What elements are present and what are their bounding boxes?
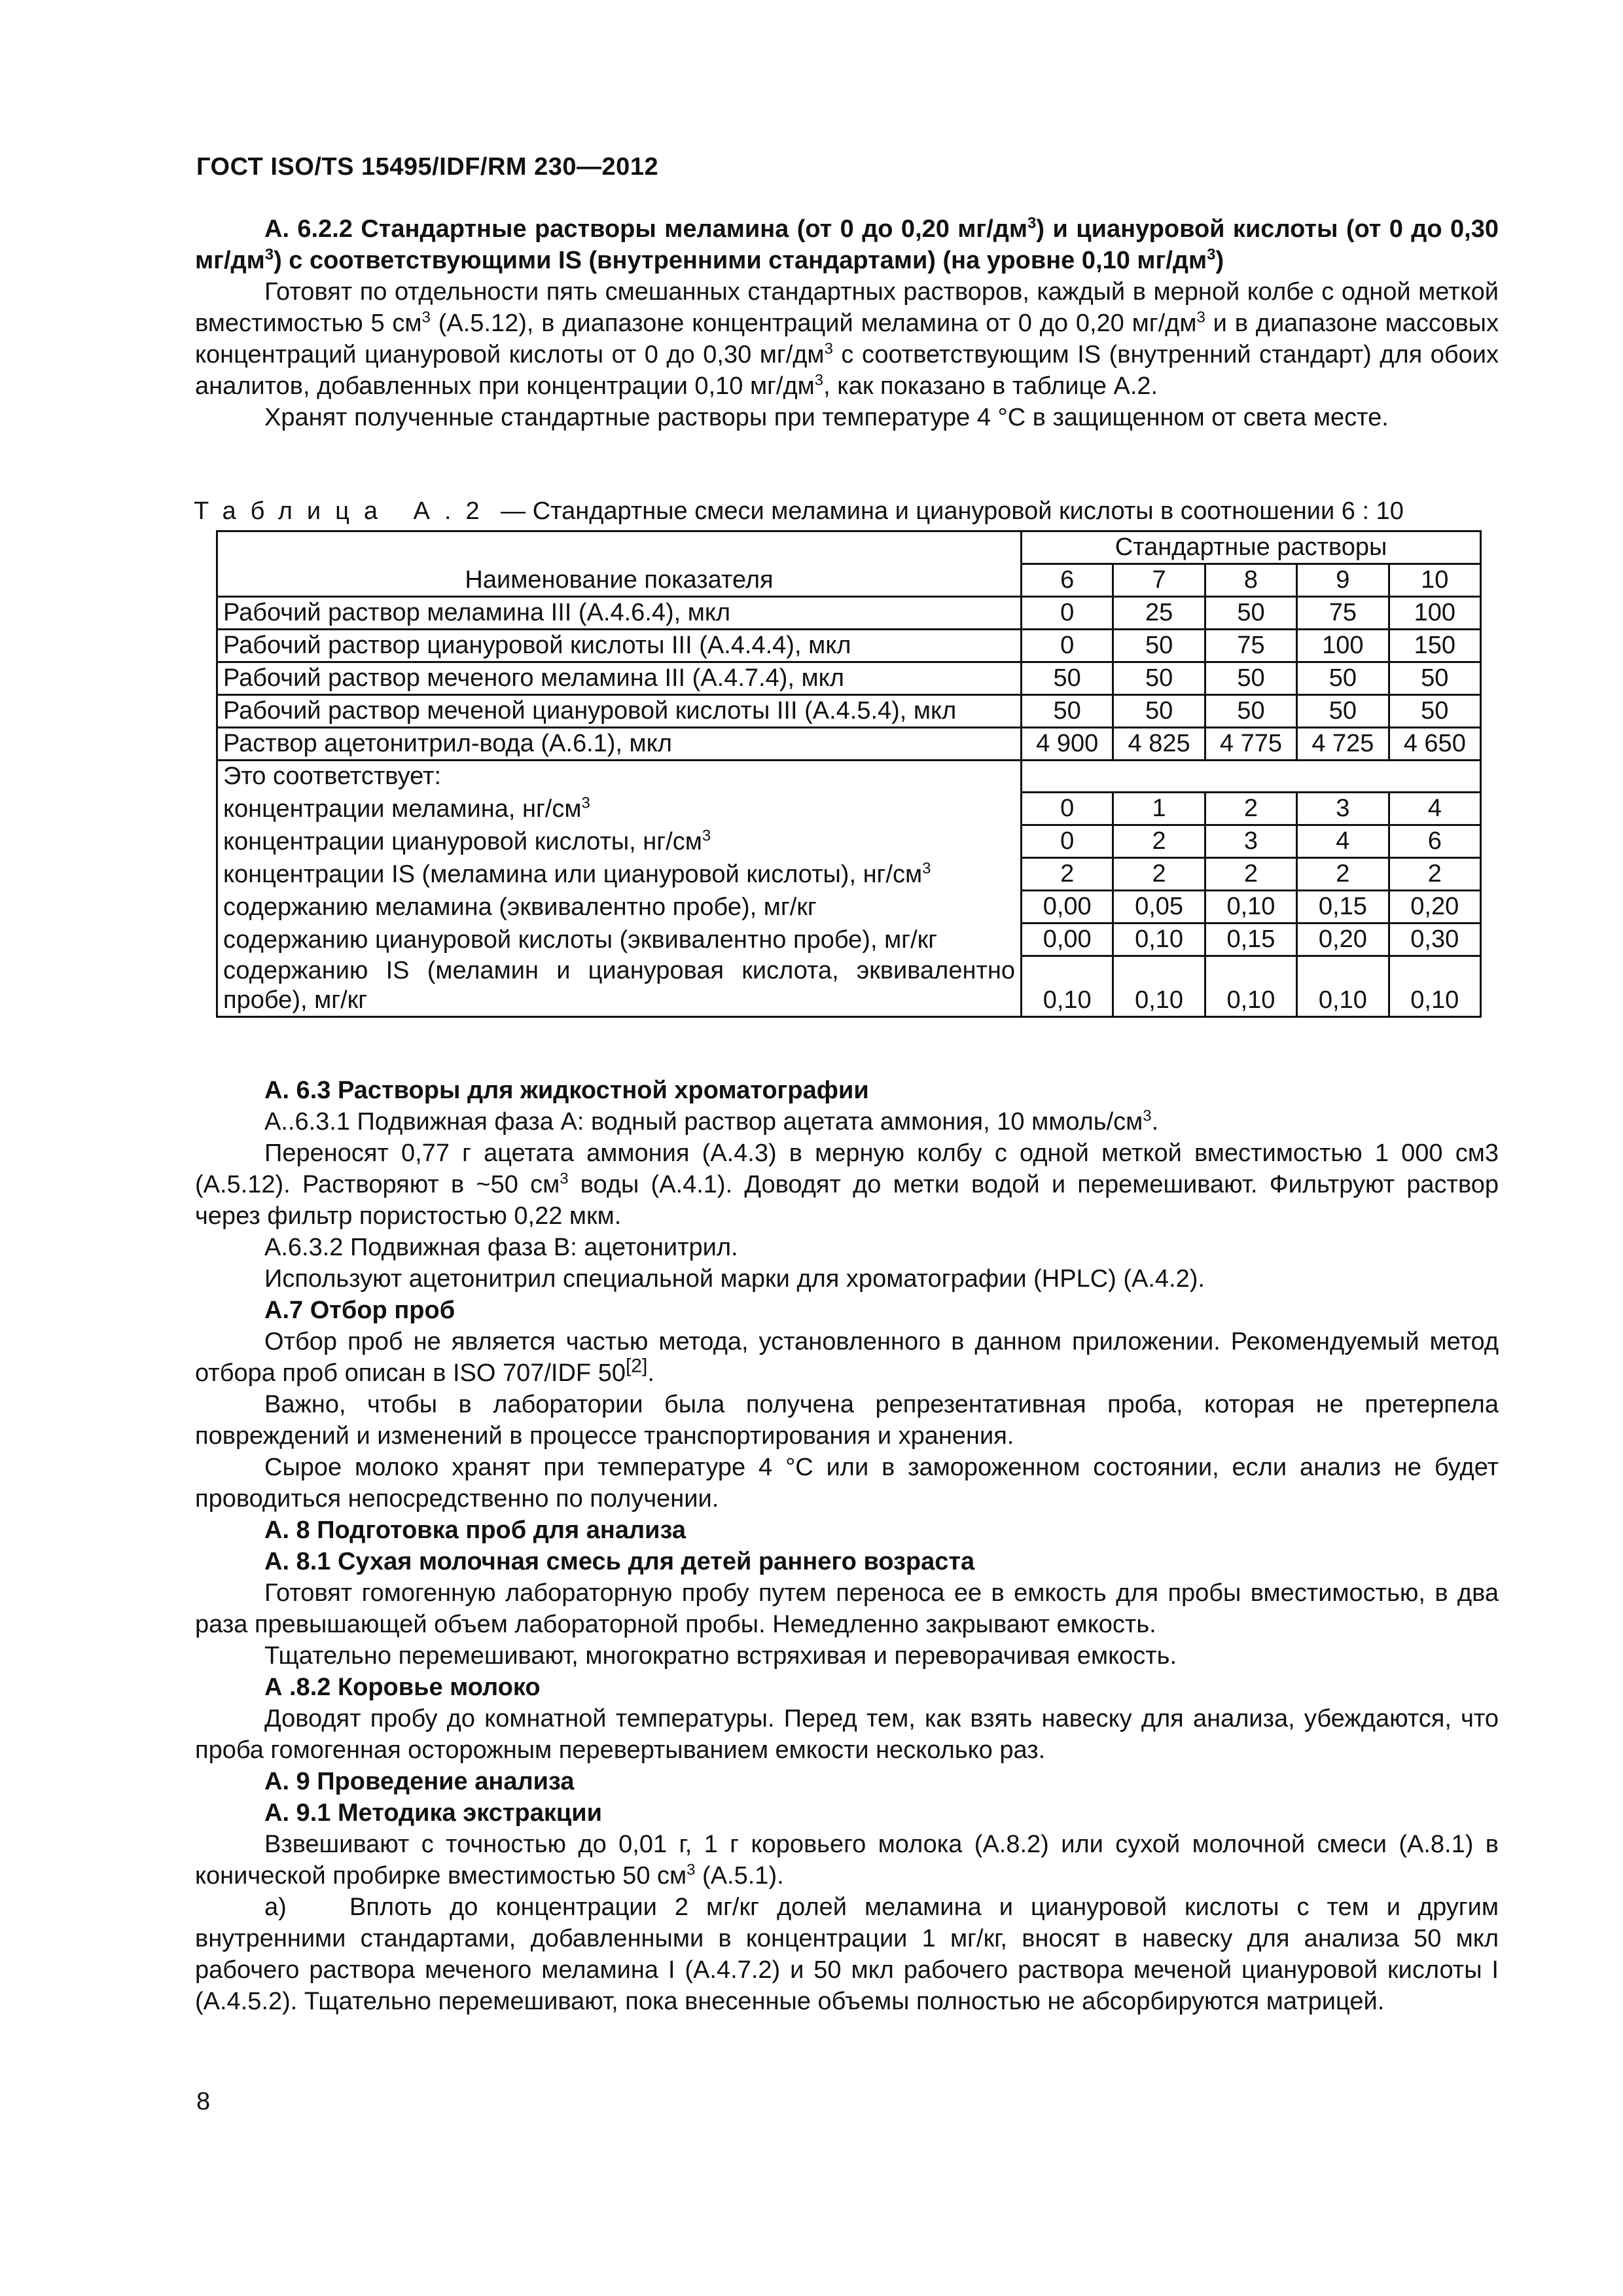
- table-cell: 4 775: [1205, 728, 1296, 761]
- table-cell: 50: [1297, 695, 1389, 728]
- row-label-text: содержанию меламина (эквивалентно пробе), мг/кг: [223, 893, 817, 921]
- paragraph: Отбор проб не является частью метода, установленного в данном приложении. Рекомендуемый метод отбора проб описан в ISO 707/IDF 50[2].: [195, 1328, 1499, 1387]
- table-cell: 0,10: [1389, 956, 1480, 1017]
- reference-link[interactable]: [2]: [625, 1355, 648, 1377]
- row-label: [217, 956, 1022, 1017]
- table-cell: 0: [1022, 825, 1113, 857]
- row-label-text: концентрации циануровой кислоты, нг/см: [223, 828, 702, 855]
- table-row: [217, 630, 1481, 662]
- paragraph: А.6.3.2 Подвижная фаза В: ацетонитрил.: [264, 1234, 738, 1261]
- table-cell: 50: [1205, 662, 1296, 695]
- paragraph: Готовят гомогенную лабораторную пробу путем переноса ее в емкость для пробы вместимостью, в два раза превышающей объем лабораторной пробы. Немедленно закрывают емкость.: [195, 1579, 1499, 1638]
- table-cell: 50: [1113, 662, 1205, 695]
- table-cell: 2: [1113, 825, 1205, 857]
- table-row: [217, 728, 1481, 761]
- table-row: [217, 792, 1481, 825]
- table-cell: 2: [1022, 857, 1113, 890]
- table-row: [217, 956, 1481, 1017]
- table-cell: [1389, 761, 1480, 793]
- col-header-group: Стандартные растворы: [1022, 531, 1481, 564]
- table-cell: 150: [1389, 630, 1480, 662]
- table-cell: 2: [1113, 857, 1205, 890]
- table-cell: 50: [1205, 597, 1296, 630]
- standards-table: [216, 530, 1482, 1018]
- row-label: Раствор ацетонитрил-вода (А.6.1), мкл: [217, 728, 1022, 761]
- col-header: 6: [1022, 564, 1113, 597]
- superscript: 3: [922, 859, 931, 878]
- page-number: 8: [196, 2088, 211, 2115]
- row-label: Рабочий раствор циануровой кислоты III (А.4.4.4), мкл: [217, 630, 1022, 662]
- section-a622: [195, 213, 1499, 433]
- paragraph: Важно, чтобы в лаборатории была получена репрезентативная проба, которая не претерпела повреждений и изменений в процессе транспортирования и хранения.: [195, 1391, 1499, 1450]
- table-cell: 2: [1205, 857, 1296, 890]
- paragraph: Готовят по отдельности пять смешанных стандартных растворов, каждый в мерной колбе с одной меткой вместимостью 5 $см^3$ (А.5.12), в диапазоне концентраций меламина от 0 до 0,20 $мг/дм^3$ и в диапазоне массовых концентраций циануровой кислоты от 0 до 0,30 $мг/дм^3$ с соответствующим IS (внутренний стандарт) для обоих аналитов, добавленных при концентрации 0,10 $мг/дм^3$, как показано в таблице А.2.: [195, 278, 1499, 400]
- table-cell: 4 900: [1022, 728, 1113, 761]
- table-cell: 0: [1022, 597, 1113, 630]
- table-cell: 0,30: [1389, 923, 1480, 956]
- table-cell: 6: [1389, 825, 1480, 857]
- table-row: [217, 695, 1481, 728]
- table-cell: 3: [1205, 825, 1296, 857]
- table-cell: 50: [1022, 662, 1113, 695]
- paragraph: Взвешивают с точностью до 0,01 г, 1 г коровьего молока (А.8.2) или сухой молочной смеси (А.8.1) в конической пробирке вместимостью 50 $см^3$ (А.5.1).: [195, 1831, 1499, 1890]
- table-header-row: [217, 531, 1481, 564]
- paragraph: Используют ацетонитрил специальной марки для хроматографии (HPLC) (А.4.2).: [264, 1265, 1205, 1293]
- section-heading: А. 6.3 Растворы для жидкостной хроматографии: [264, 1077, 869, 1104]
- section-heading: А. 6.2.2 Стандартные растворы меламина (от 0 до 0,20 $мг/дм^3$) и циануровой кислоты (от 0 до 0,30 $мг/дм^3$) с соответствующими IS (внутренними стандартами) (на уровне 0,10 $мг/дм^3$): [195, 214, 1499, 274]
- row-label: [217, 923, 1022, 956]
- table-cell: 0: [1022, 792, 1113, 825]
- row-label-text: концентрации меламина, нг/см: [223, 795, 582, 823]
- section-heading: А. 8.1 Сухая молочная смесь для детей раннего возраста: [264, 1548, 975, 1575]
- table-cell: 0,00: [1022, 923, 1113, 956]
- table-cell: 4 650: [1389, 728, 1480, 761]
- table-cell: 0,10: [1205, 890, 1296, 923]
- table-cell: 0,10: [1113, 956, 1205, 1017]
- table-cell: 0,10: [1297, 956, 1389, 1017]
- table-row: [217, 761, 1481, 793]
- table-cell: 100: [1389, 597, 1480, 630]
- table-cell: 50: [1205, 695, 1296, 728]
- table-cell: 0,10: [1022, 956, 1113, 1017]
- table-row: [217, 597, 1481, 630]
- table-cell: 50: [1297, 662, 1389, 695]
- table-cell: 25: [1113, 597, 1205, 630]
- table-cell: 50: [1389, 662, 1480, 695]
- section-heading: А.7 Отбор проб: [264, 1297, 455, 1324]
- row-label: Рабочий раствор меченой циануровой кислоты III (А.4.5.4), мкл: [217, 695, 1022, 728]
- col-header: 7: [1113, 564, 1205, 597]
- table-cell: 0,05: [1113, 890, 1205, 923]
- table-row: [217, 890, 1481, 923]
- row-label: [217, 890, 1022, 923]
- row-label: [217, 792, 1022, 825]
- paragraph: Тщательно перемешивают, многократно встряхивая и переворачивая емкость.: [264, 1642, 1177, 1670]
- table-cell: 4: [1297, 825, 1389, 857]
- table-cell: 0,20: [1297, 923, 1389, 956]
- paragraph: Переносят 0,77 г ацетата аммония (А.4.3) в мерную колбу с одной меткой вместимостью 1 000 см3 (А.5.12). Растворяют в ~50 $см^3$ воды (А.4.1). Доводят до метки водой и перемешивают. Фильтруют раствор через фильтр пористостью 0,22 мкм.: [195, 1139, 1499, 1230]
- table-cell: 4 725: [1297, 728, 1389, 761]
- col-header: 9: [1297, 564, 1389, 597]
- table-cell: 50: [1389, 695, 1480, 728]
- section-heading: А. 9 Проведение анализа: [264, 1768, 575, 1795]
- table-cell: 50: [1022, 695, 1113, 728]
- row-label-text: содержанию циануровой кислоты (эквивалентно пробе), мг/кг: [223, 926, 938, 954]
- document-header: ГОСТ ISO/TS 15495/IDF/RM 230—2012: [196, 153, 659, 181]
- table-cell: [1205, 761, 1296, 793]
- row-label: [217, 825, 1022, 857]
- table-cell: 0,15: [1205, 923, 1296, 956]
- table-cell: 50: [1113, 695, 1205, 728]
- superscript: 3: [702, 827, 711, 845]
- list-item: а) Вплоть до концентрации 2 мг/кг долей меламина и циануровой кислоты с тем и другим внутренними стандартами, добавленными в концентрации 1 мг/кг, вносят в навеску для анализа 50 мкл рабочего раствора меченого меламина I (А.4.7.2) и 50 мкл рабочего раствора меченой циануровой кислоты I (А.4.5.2). Тщательно перемешивают, пока внесенные объемы полностью не абсорбируются матрицей.: [195, 1892, 1499, 2017]
- table-cell: 2: [1205, 792, 1296, 825]
- table-cell: 0: [1022, 630, 1113, 662]
- superscript: 3: [581, 794, 590, 812]
- table-caption-label: Таблица А.2: [194, 497, 494, 525]
- table-cell: 1: [1113, 792, 1205, 825]
- table-cell: 75: [1205, 630, 1296, 662]
- table-cell: [1022, 761, 1113, 793]
- paragraph: А..6.3.1 Подвижная фаза А: водный раствор ацетата аммония, 10 ммоль/$см^3$.: [264, 1107, 1159, 1136]
- table-row: [217, 825, 1481, 857]
- paragraph: Доводят пробу до комнатной температуры. Перед тем, как взять навеску для анализа, убеждаются, что проба гомогенная осторожным перевертыванием емкости несколько раз.: [195, 1705, 1499, 1764]
- row-label: Рабочий раствор меламина III (А.4.6.4), мкл: [217, 597, 1022, 630]
- col-header-name: Наименование показателя: [217, 531, 1022, 597]
- table-cell: 0,15: [1297, 890, 1389, 923]
- table-cell: 0,20: [1389, 890, 1480, 923]
- section-heading: А .8.2 Коровье молоко: [264, 1674, 541, 1701]
- table-cell: 0,10: [1113, 923, 1205, 956]
- row-label: Это соответствует:: [217, 761, 1022, 793]
- row-label: [217, 857, 1022, 890]
- table-cell: 2: [1297, 857, 1389, 890]
- table-cell: 0,10: [1205, 956, 1296, 1017]
- body-text: [195, 1075, 1499, 2017]
- table-cell: [1113, 761, 1205, 793]
- col-header: 10: [1389, 564, 1480, 597]
- list-item-label: а): [264, 1893, 287, 1921]
- table-caption-text: — Стандартные смеси меламина и циануровой кислоты в соотношении 6 : 10: [493, 497, 1404, 525]
- row-label-text: концентрации IS (меламина или циануровой кислоты), нг/см: [223, 861, 923, 888]
- table-cell: 4 825: [1113, 728, 1205, 761]
- table-cell: 100: [1297, 630, 1389, 662]
- row-label: Рабочий раствор меченого меламина III (А.4.7.4), мкл: [217, 662, 1022, 695]
- section-heading: А. 8 Подготовка проб для анализа: [264, 1516, 687, 1544]
- table-cell: 4: [1389, 792, 1480, 825]
- paragraph: Хранят полученные стандартные растворы при температуре 4 °С в защищенном от света месте.: [264, 404, 1389, 431]
- table-cell: 2: [1389, 857, 1480, 890]
- table-cell: 50: [1113, 630, 1205, 662]
- table-caption: [194, 497, 1404, 526]
- table-row: [217, 662, 1481, 695]
- table-row: [217, 857, 1481, 890]
- paragraph: Сырое молоко хранят при температуре 4 °С или в замороженном состоянии, если анализ не будет проводиться непосредственно по получении.: [195, 1454, 1499, 1513]
- table-cell: [1297, 761, 1389, 793]
- table-cell: 3: [1297, 792, 1389, 825]
- table-row: [217, 923, 1481, 956]
- row-label-text: содержанию IS (меламин и циануровая кислота, эквивалентно пробе), мг/кг: [223, 957, 1015, 1014]
- col-header: 8: [1205, 564, 1296, 597]
- table-cell: 75: [1297, 597, 1389, 630]
- section-heading: А. 9.1 Методика экстракции: [264, 1799, 602, 1827]
- table-cell: 0,00: [1022, 890, 1113, 923]
